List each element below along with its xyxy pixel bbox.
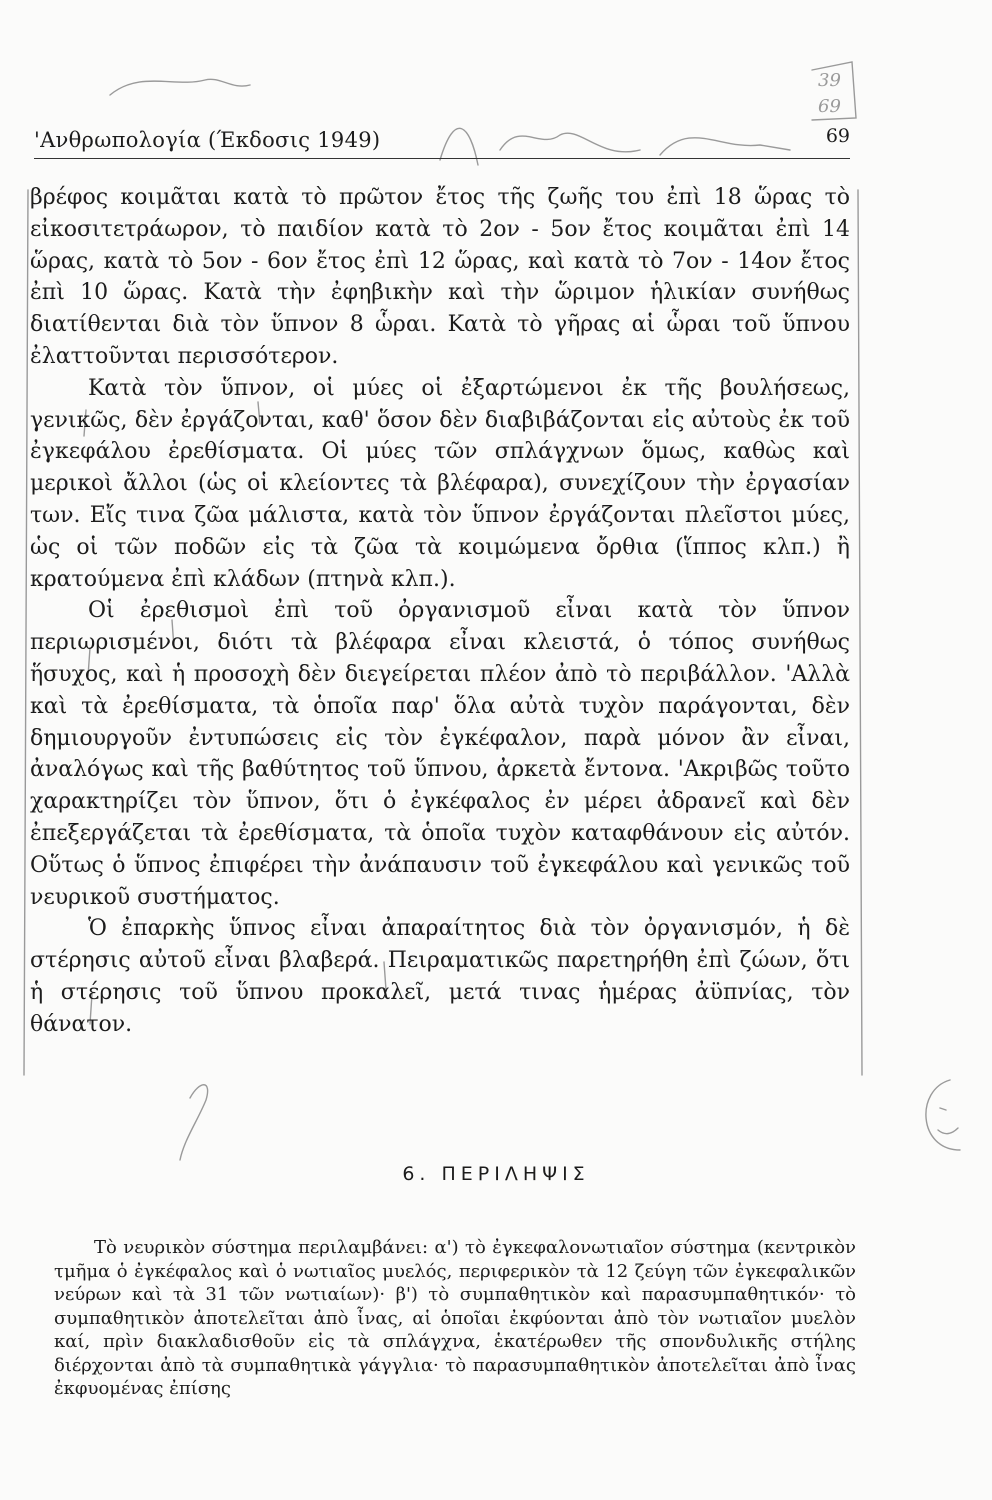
summary-text bbox=[54, 1236, 856, 1401]
pencil-mark-end bbox=[180, 1085, 208, 1160]
summary-paragraph: Τὸ νευρικὸν σύστημα περιλαμβάνει: α') τὸ ἐγκεφαλονωτιαῖον σύστημα (κεντρικὸν τμῆμα ὁ ἐγκέφαλος καὶ ὁ νωτιαῖος μυελός, περιφερικὸν τὰ 12 ζεύγη τῶν ἐγκεφαλικῶν νεύρων καὶ τὰ 31 τῶν νωτιαίων)· β') τὸ συμπαθητικὸν καὶ παρασυμπαθητικόν· τὸ συμπαθητικὸν ἀποτελεῖται ἀπὸ ἶνας, αἱ ὁποῖαι ἐκφύονται ἀπὸ τὸν νωτιαῖον μυελὸν καί, πρὶν διακλαδισθοῦν εἰς τὰ σπλάγχνα, ἑκατέρωθεν τῆς σπονδυλικῆς στήλης διέρχονται ἀπὸ τὰ συμπαθητικὰ γάγγλια· τὸ παρασυμπαθητικὸν ἀποτελεῖται ἀπὸ ἶνας ἐκφυομένας ἐπίσης bbox=[54, 1237, 856, 1399]
body-text bbox=[30, 182, 850, 1041]
pencil-face-doodle bbox=[926, 1080, 960, 1150]
paragraph-stimuli-sleep: Οἱ ἐρεθισμοὶ ἐπὶ τοῦ ὀργανισμοῦ εἶναι κατὰ τὸν ὕπνον περιωρισμένοι, διότι τὰ βλέφαρα εἶναι κλειστά, ὁ τόπος συνήθως ἥσυχος, καὶ ἡ προσοχὴ δὲν διεγείρεται πλέον ἀπὸ τὸ περιβάλλον. 'Αλλὰ καὶ τὰ ἐρεθίσματα, τὰ ὁποῖα παρ' ὅλα αὐτὰ τυχὸν παράγονται, δὲν δημιουργοῦν ἐντυπώσεις εἰς τὸν ἐγκέφαλον, παρὰ μόνον ἂν εἶναι, ἀναλόγως καὶ τῆς βαθύτητος τοῦ ὕπνου, ἀρκετὰ ἔντονα. 'Ακριβῶς τοῦτο χαρακτηρίζει τὸν ὕπνον, ὅτι ὁ ἐγκέφαλος ἐν μέρει ἀδρανεῖ καὶ δὲν ἐπεξεργάζεται τὰ ἐρεθίσματα, τὰ ὁποῖα τυχὸν καταφθάνουν εἰς αὐτόν. Οὕτως ὁ ὕπνος ἐπιφέρει τὴν ἀνάπαυσιν τοῦ ἐγκεφάλου καὶ γενικῶς τοῦ νευρικοῦ συστήματος. bbox=[30, 598, 850, 910]
pencil-scribble-top bbox=[440, 128, 790, 165]
header-rule bbox=[34, 158, 850, 159]
pencil-box-top-right bbox=[812, 62, 856, 120]
pencil-rule-right bbox=[858, 190, 862, 1075]
paragraph-sleep-deprivation: Ὁ ἐπαρκὴς ὕπνος εἶναι ἀπαραίτητος διὰ τὸν ὀργανισμόν, ἡ δὲ στέρησις αὐτοῦ εἶναι βλαβερά. Πειραματικῶς παρετηρήθη ἐπὶ ζώων, ὅτι ἡ στέρησις τοῦ ὕπνου προκαλεῖ, μετά τινας ἡμέρας ἀϋπνίας, τὸν θάνατον. bbox=[30, 916, 850, 1037]
pencil-scribble-top-left bbox=[110, 79, 250, 95]
margin-number-bottom: 69 bbox=[818, 96, 841, 117]
paragraph-sleep-hours: βρέφος κοιμᾶται κατὰ τὸ πρῶτον ἔτος τῆς ζωῆς του ἐπὶ 18 ὥρας τὸ εἰκοσιτετράωρον, τὸ παιδίον κατὰ τὸ 2ον - 5ον ἔτος κοιμᾶται ἐπὶ 14 ὥρας, κατὰ τὸ 5ον - 6ον ἔτος ἐπὶ 12 ὥρας, καὶ κατὰ τὸ 7ον - 14ον ἔτος ἐπὶ 10 ὥρας. Κατὰ τὴν ἐφηβικὴν καὶ τὴν ὥριμον ἡλικίαν συνήθως διατίθενται διὰ τὸν ὕπνον 8 ὧραι. Κατὰ τὸ γῆρας αἱ ὧραι τοῦ ὕπνου ἐλαττοῦνται περισσότερον. bbox=[30, 185, 850, 369]
margin-number-top: 39 bbox=[818, 70, 841, 91]
paragraph-muscles-sleep: Κατὰ τὸν ὕπνον, οἱ μύες οἱ ἐξαρτώμενοι ἐκ τῆς βουλήσεως, γενικῶς, δὲν ἐργάζονται, καθ' ὅσον δὲν διαβιβάζονται εἰς αὐτοὺς ἐκ τοῦ ἐγκεφάλου ἐρεθίσματα. Οἱ μύες τῶν σπλάγχνων ὅμως, καθὼς καὶ μερικοὶ ἄλλοι (ὡς οἱ κλείοντες τὰ βλέφαρα), συνεχίζουν τὴν ἐργασίαν των. Εἴς τινα ζῶα μάλιστα, κατὰ τὸν ὕπνον ἐργάζονται πλεῖστοι μύες, ὡς οἱ τῶν ποδῶν εἰς τὰ ζῶα τὰ κοιμώμενα ὄρθια (ἵππος κλπ.) ἢ κρατούμενα ἐπὶ κλάδων (πτηνὰ κλπ.). bbox=[30, 375, 850, 592]
header-title: 'Ανθρωπολογία (Έκδοσις 1949) bbox=[34, 128, 381, 152]
page-number: 69 bbox=[825, 125, 850, 147]
pencil-rule-left bbox=[24, 190, 28, 1075]
section-title: 6. ΠΕΡΙΛΗΨΙΣ bbox=[402, 1163, 590, 1185]
